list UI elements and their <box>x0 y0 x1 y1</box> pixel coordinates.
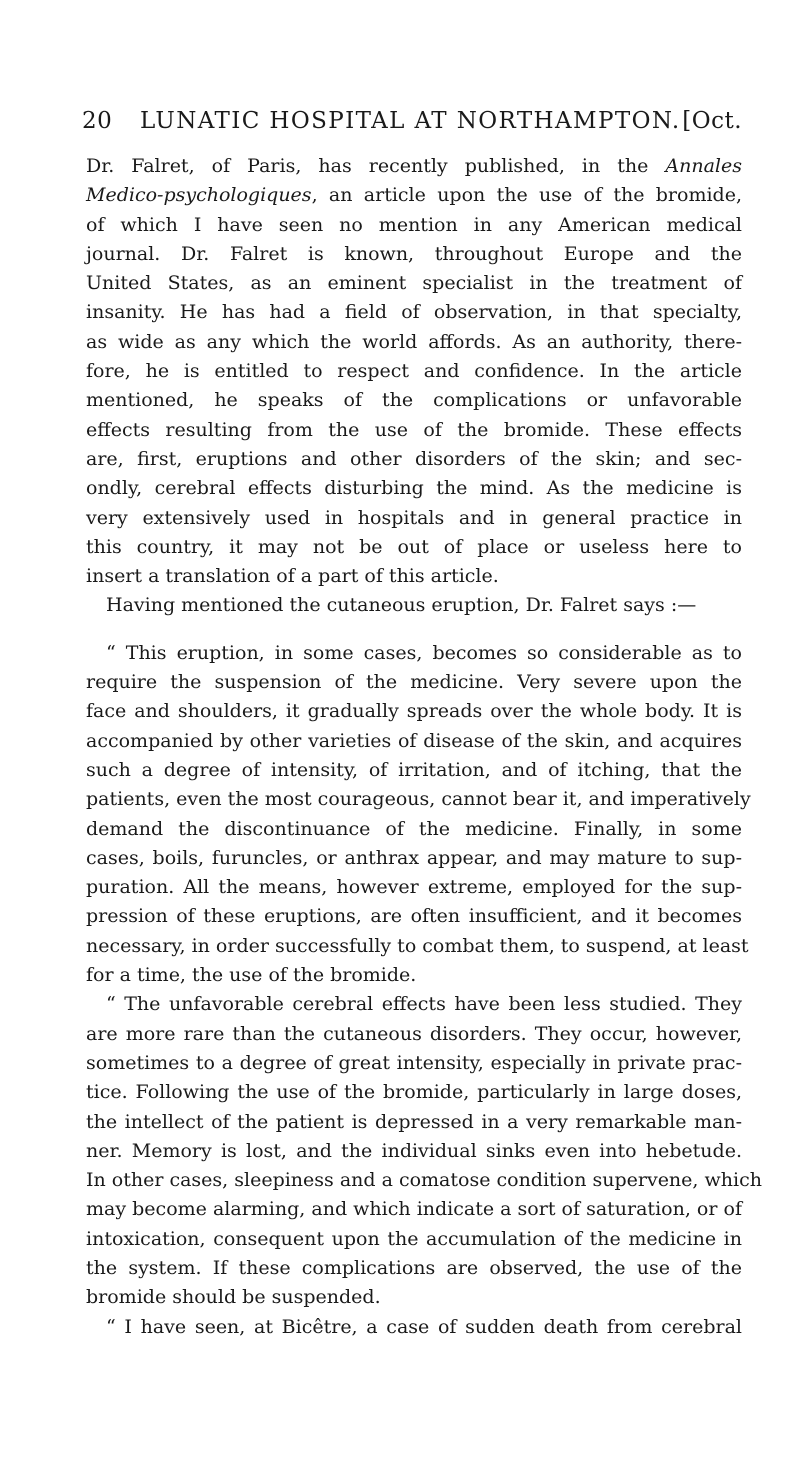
text-run: this country, it may not be out of place or useless here to <box>86 535 742 558</box>
text-run: Having mentioned the cutaneous eruption, Dr. Falret says :— <box>106 594 697 617</box>
text-line <box>86 727 742 756</box>
text-line <box>86 386 742 415</box>
text-line <box>86 240 742 269</box>
text-run: ner. Memory is lost, and the individual sinks even into hebetude. <box>86 1139 742 1162</box>
text-line <box>86 1254 742 1283</box>
text-run: “ This eruption, in some cases, becomes so considerable as to <box>106 641 742 664</box>
text-run: accompanied by other varieties of disease of the skin, and acquires <box>86 729 742 752</box>
running-date: [Oct. <box>682 108 742 134</box>
text-run: are more rare than the cutaneous disorders. They occur, however, <box>86 1022 742 1045</box>
text-run: journal. Dr. Falret is known, throughout Europe and the <box>86 242 742 265</box>
running-title: LUNATIC HOSPITAL AT NORTHAMPTON. <box>140 108 681 134</box>
text-run: the intellect of the patient is depressed in a very remarkable man- <box>86 1110 742 1133</box>
text-run: require the suspension of the medicine. Very severe upon the <box>86 671 742 694</box>
text-run: puration. All the means, however extreme, employed for the sup- <box>86 876 742 899</box>
text-line <box>86 562 742 591</box>
text-run: face and shoulders, it gradually spreads over the whole body. It is <box>86 700 742 723</box>
text-run: of which I have seen no mention in any American medical <box>86 213 742 236</box>
text-run: insert a translation of a part of this article. <box>86 565 499 588</box>
paragraph <box>86 152 742 591</box>
text-line <box>86 668 742 697</box>
paragraph <box>86 990 762 1312</box>
text-line <box>86 1283 742 1312</box>
text-run: fore, he is entitled to respect and confidence. In the article <box>86 360 742 383</box>
text-line <box>86 873 742 902</box>
text-line <box>86 1225 742 1254</box>
text-run: such a degree of intensity, of irritation, and of itching, that the <box>86 758 742 781</box>
text-run: “ The unfavorable cerebral effects have been less studied. They <box>106 993 742 1016</box>
text-line <box>86 181 742 210</box>
text-line <box>86 1313 742 1342</box>
text-run: the system. If these complications are observed, the use of the <box>86 1256 742 1279</box>
document-page <box>82 108 762 1342</box>
text-run: necessary, in order successfully to combat them, to suspend, at least <box>86 934 749 957</box>
text-run: for a time, the use of the bromide. <box>86 964 417 987</box>
text-run: as wide as any which the world affords. As an authority, there- <box>86 330 742 353</box>
paragraph <box>86 591 742 620</box>
text-run: very extensively used in hospitals and in general practice in <box>86 506 742 529</box>
text-line <box>86 211 742 240</box>
text-run: United States, as an eminent specialist in the treatment of <box>86 272 742 295</box>
text-line <box>86 416 742 445</box>
text-line <box>86 591 742 620</box>
text-line <box>86 1020 742 1049</box>
text-run: effects resulting from the use of the bromide. These effects <box>86 418 742 441</box>
text-line <box>86 990 742 1019</box>
text-run: intoxication, consequent upon the accumulation of the medicine in <box>86 1227 742 1250</box>
paragraph-gap <box>86 621 742 639</box>
text-run: In other cases, sleepiness and a comatose condition supervene, which <box>86 1169 762 1192</box>
text-line <box>86 533 742 562</box>
paragraph <box>86 639 751 991</box>
text-run: Dr. Falret, of Paris, has recently published, in the <box>86 155 666 177</box>
text-line <box>86 445 742 474</box>
text-run: cases, boils, furuncles, or anthrax appear, and may mature to sup- <box>86 846 742 869</box>
body-text <box>86 152 762 1342</box>
text-run: tice. Following the use of the bromide, particularly in large doses, <box>86 1081 742 1104</box>
text-line <box>86 1049 742 1078</box>
text-run: pression of these eruptions, are often insufficient, and it becomes <box>86 905 742 928</box>
text-line <box>86 474 742 503</box>
text-run: insanity. He has had a field of observation, in that specialty, <box>86 301 742 324</box>
text-line <box>86 152 742 181</box>
text-run: bromide should be suspended. <box>86 1286 381 1309</box>
text-line <box>86 1108 742 1137</box>
text-run: demand the discontinuance of the medicine. Finally, in some <box>86 817 742 840</box>
text-line <box>86 504 742 533</box>
text-line <box>86 902 742 931</box>
text-run: “ I have seen, at Bicêtre, a case of sudden death from cerebral <box>106 1315 742 1338</box>
paragraph <box>86 1313 742 1342</box>
italic-text: Medico-psychologiques <box>86 184 312 207</box>
text-run: mentioned, he speaks of the complications or unfavorable <box>86 389 742 412</box>
text-line <box>86 1195 742 1224</box>
text-line <box>86 815 742 844</box>
text-line <box>86 639 742 668</box>
text-line <box>86 357 742 386</box>
text-line <box>86 785 751 814</box>
italic-text: Annales <box>665 155 742 177</box>
text-run: , an article upon the use of the bromide, <box>311 184 742 207</box>
text-run: are, first, eruptions and other disorders of the skin; and sec- <box>86 447 742 470</box>
text-line <box>86 932 749 961</box>
text-line <box>86 844 742 873</box>
text-line <box>86 269 742 298</box>
text-run: patients, even the most courageous, cannot bear it, and imperatively <box>86 788 751 811</box>
text-line <box>86 1078 742 1107</box>
text-line <box>86 298 742 327</box>
text-run: ondly, cerebral effects disturbing the mind. As the medicine is <box>86 477 742 500</box>
text-line <box>86 756 742 785</box>
text-line <box>86 1137 742 1166</box>
text-line <box>86 961 742 990</box>
text-line <box>86 1166 762 1195</box>
text-line <box>86 697 742 726</box>
text-line <box>86 328 742 357</box>
running-head <box>82 108 742 138</box>
text-run: sometimes to a degree of great intensity, especially in private prac- <box>86 1051 742 1074</box>
page-number: 20 <box>82 108 113 134</box>
text-run: may become alarming, and which indicate a sort of saturation, or of <box>86 1198 742 1221</box>
